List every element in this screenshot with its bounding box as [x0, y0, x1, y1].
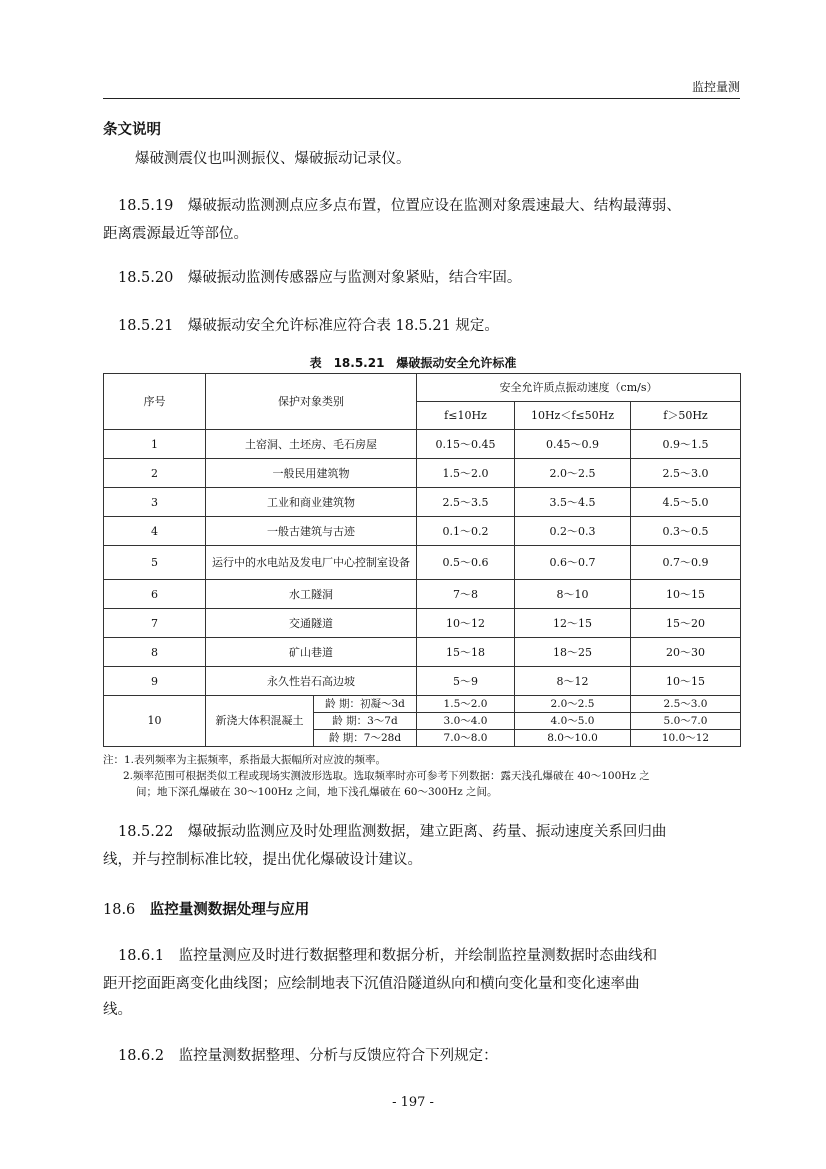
clause-number: 18.5.19	[118, 198, 174, 214]
running-header	[103, 78, 740, 96]
header-no: 序号	[104, 374, 206, 430]
row-v3: 20～30	[631, 638, 741, 667]
header-freq-1: f≤10Hz	[417, 402, 515, 430]
clause-text: 爆破振动监测传感器应与监测对象紧贴，结合牢固。	[187, 270, 522, 286]
row-age: 龄 期：3～7d	[314, 713, 417, 730]
clause-18-5-21	[118, 312, 758, 340]
clause-18-6-1-cont2: 线。	[103, 1002, 132, 1018]
table-row	[104, 638, 741, 667]
table-row-10	[104, 696, 741, 713]
row-name: 一般古建筑与古迹	[206, 517, 417, 546]
table-notes	[103, 752, 743, 800]
row-v2: 18～25	[515, 638, 631, 667]
row-name: 水工隧洞	[206, 580, 417, 609]
table-row	[104, 580, 741, 609]
vibration-standard-table	[103, 373, 741, 747]
clause-18-5-19-cont: 距离震源最近等部位。	[103, 226, 248, 242]
clause-text: 监控量测应及时进行数据整理和数据分析，并绘制监控量测数据时态曲线和	[178, 948, 658, 964]
table-row	[104, 488, 741, 517]
row-name: 土窑洞、土坯房、毛石房屋	[206, 430, 417, 459]
row-v2: 0.2～0.3	[515, 517, 631, 546]
row-v3: 10.0～12	[631, 730, 741, 747]
header-speed: 安全允许质点振动速度（cm/s）	[417, 374, 741, 402]
row-v2: 0.45～0.9	[515, 430, 631, 459]
header-title: 监控量测	[691, 80, 740, 94]
row-v2: 8.0～10.0	[515, 730, 631, 747]
row-v1: 2.5～3.5	[417, 488, 515, 517]
row-name: 矿山巷道	[206, 638, 417, 667]
clause-18-6-1-cont: 距开挖面距离变化曲线图；应绘制地表下沉值沿隧道纵向和横向变化量和变化速率曲	[103, 976, 640, 992]
row-no: 8	[104, 638, 206, 667]
clause-number: 18.5.21	[118, 318, 174, 334]
row-no: 3	[104, 488, 206, 517]
row-v2: 0.6～0.7	[515, 546, 631, 580]
row-v1: 15～18	[417, 638, 515, 667]
header-freq-3: f＞50Hz	[631, 402, 741, 430]
row-v3: 2.5～3.0	[631, 459, 741, 488]
row-no: 5	[104, 546, 206, 580]
note-2-cont: 间；地下深孔爆破在 30～100Hz 之间，地下浅孔爆破在 60～300Hz 之间。	[136, 786, 498, 798]
clause-number: 18.5.20	[118, 270, 174, 286]
row-v2: 8～12	[515, 667, 631, 696]
row-v1: 1.5～2.0	[417, 696, 515, 713]
row-v3: 0.7～0.9	[631, 546, 741, 580]
table-row	[104, 430, 741, 459]
row-v2: 2.0～2.5	[515, 459, 631, 488]
row-v1: 1.5～2.0	[417, 459, 515, 488]
table-row	[104, 609, 741, 638]
note-1: 注：1.表列频率为主振频率，系指最大振幅所对应波的频率。	[103, 754, 387, 766]
row-name: 永久性岩石高边坡	[206, 667, 417, 696]
explanation-title: 条文说明	[103, 122, 161, 138]
section-number: 18.6	[103, 902, 136, 918]
row-name: 运行中的水电站及发电厂中心控制室设备	[206, 546, 417, 580]
row-no: 7	[104, 609, 206, 638]
row-age: 龄 期：7～28d	[314, 730, 417, 747]
table-body	[104, 430, 741, 696]
row-v2: 3.5～4.5	[515, 488, 631, 517]
row-name: 新浇大体积混凝土	[206, 696, 314, 747]
clause-number: 18.6.1	[118, 948, 165, 964]
section-title: 监控量测数据处理与应用	[149, 902, 310, 918]
clause-18-5-22	[118, 818, 748, 846]
row-no: 1	[104, 430, 206, 459]
clause-text: 爆破振动监测测点应多点布置，位置应设在监测对象震速最大、结构最薄弱、	[187, 198, 681, 214]
clause-text: 爆破振动监测应及时处理监测数据，建立距离、药量、振动速度关系回归曲	[187, 824, 667, 840]
row-v2: 8～10	[515, 580, 631, 609]
table-row	[104, 546, 741, 580]
row-v3: 2.5～3.0	[631, 696, 741, 713]
row-name: 工业和商业建筑物	[206, 488, 417, 517]
row-no: 2	[104, 459, 206, 488]
row-v1: 3.0～4.0	[417, 713, 515, 730]
row-v1: 7～8	[417, 580, 515, 609]
row-v3: 10～15	[631, 580, 741, 609]
row-age: 龄 期：初凝～3d	[314, 696, 417, 713]
row-v3: 0.3～0.5	[631, 517, 741, 546]
clause-number: 18.6.2	[118, 1048, 165, 1064]
row-v1: 7.0～8.0	[417, 730, 515, 747]
clause-text: 爆破振动安全允许标准应符合表 18.5.21 规定。	[187, 318, 499, 334]
clause-18-5-22-cont: 线，并与控制标准比较，提出优化爆破设计建议。	[103, 852, 422, 868]
section-18-6	[103, 896, 743, 924]
row-v1: 5～9	[417, 667, 515, 696]
clause-text: 监控量测数据整理、分析与反馈应符合下列规定：	[178, 1048, 498, 1064]
clause-number: 18.5.22	[118, 824, 174, 840]
row-v3: 0.9～1.5	[631, 430, 741, 459]
row-v2: 2.0～2.5	[515, 696, 631, 713]
row-v2: 4.0～5.0	[515, 713, 631, 730]
row-v1: 0.15～0.45	[417, 430, 515, 459]
page-number: - 197 -	[392, 1095, 434, 1110]
row-name: 一般民用建筑物	[206, 459, 417, 488]
row-no: 4	[104, 517, 206, 546]
table-caption: 表 18.5.21 爆破振动安全允许标准	[309, 356, 517, 370]
row-v3: 4.5～5.0	[631, 488, 741, 517]
explanation-text: 爆破测震仪也叫测振仪、爆破振动记录仪。	[135, 151, 411, 167]
table-row	[104, 459, 741, 488]
row-v3: 5.0～7.0	[631, 713, 741, 730]
row-v1: 10～12	[417, 609, 515, 638]
clause-18-6-2	[118, 1042, 758, 1070]
table-row	[104, 517, 741, 546]
row-v3: 10～15	[631, 667, 741, 696]
row-name: 交通隧道	[206, 609, 417, 638]
row-v1: 0.5～0.6	[417, 546, 515, 580]
row-v2: 12～15	[515, 609, 631, 638]
row-v1: 0.1～0.2	[417, 517, 515, 546]
table-row	[104, 667, 741, 696]
row-no: 6	[104, 580, 206, 609]
clause-18-5-19	[118, 192, 748, 220]
clause-18-6-1	[118, 942, 748, 970]
table-header-row	[104, 374, 741, 402]
row-no: 10	[104, 696, 206, 747]
row-no: 9	[104, 667, 206, 696]
header-object: 保护对象类别	[206, 374, 417, 430]
header-freq-2: 10Hz＜f≤50Hz	[515, 402, 631, 430]
row-v3: 15～20	[631, 609, 741, 638]
header-rule	[103, 98, 740, 99]
note-2: 2.频率范围可根据类似工程或现场实测波形选取。选取频率时亦可参考下列数据：露天浅孔爆破在 40～100Hz 之	[123, 770, 650, 782]
clause-18-5-20	[118, 264, 758, 292]
